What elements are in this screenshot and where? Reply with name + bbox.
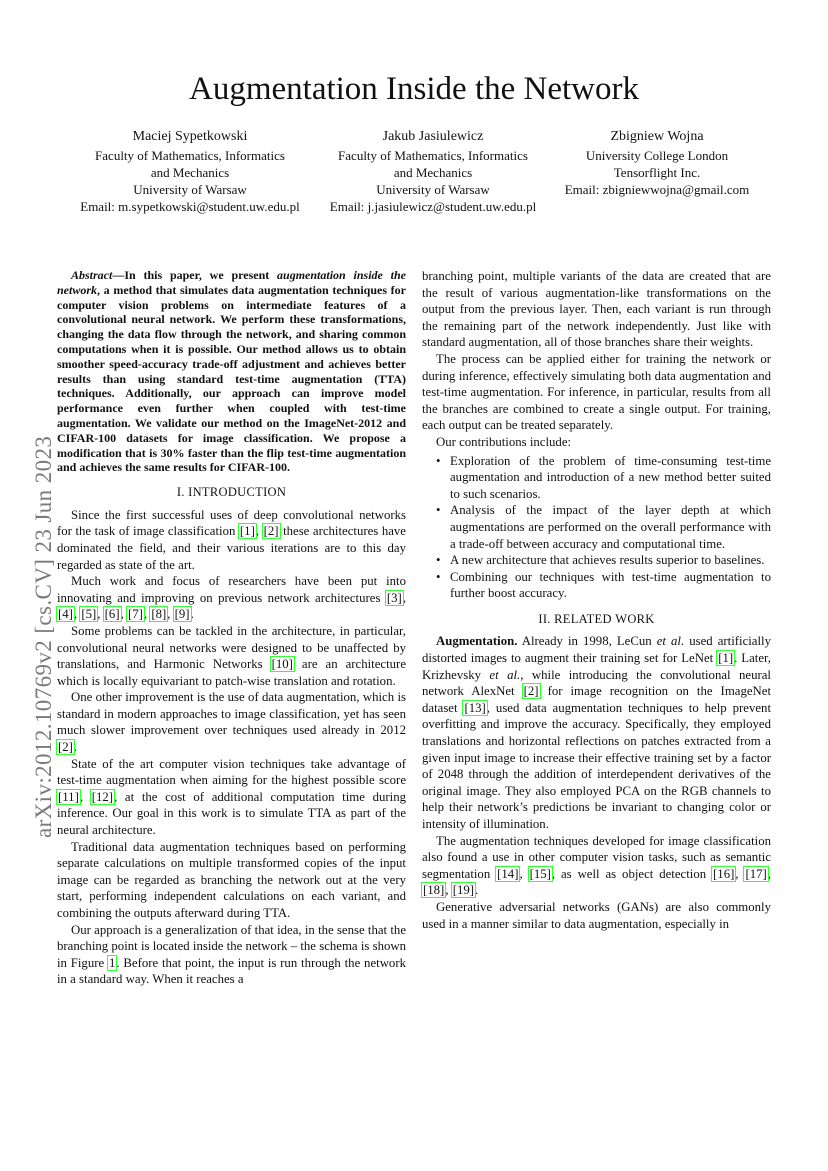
citation-link[interactable]: [1] <box>718 651 734 666</box>
text: , <box>519 866 529 881</box>
abstract-dash: — <box>112 268 125 282</box>
text: Our approach is a generalization of that idea, in the sense that the branching point is located inside the network – the schema is shown in Figure <box>57 922 406 970</box>
abstract <box>57 268 406 475</box>
paragraph <box>57 689 406 755</box>
citation-link[interactable]: [1] <box>239 524 255 539</box>
author-1 <box>65 128 315 215</box>
text: Since the first successful uses of deep convolutional networks for the task of image classification <box>57 507 406 539</box>
author-affiliation: Tensorflight Inc. <box>613 165 701 180</box>
text: for image recognition on the ImageNet dataset <box>422 684 772 715</box>
section-title: ORK <box>627 611 655 626</box>
text: et al. <box>656 634 685 649</box>
citation-link[interactable]: [12] <box>91 789 114 804</box>
abstract-emphasis: augmentation inside the network <box>57 268 407 297</box>
section-initial: I <box>188 485 193 500</box>
text: . <box>190 607 194 622</box>
section-initial: R <box>554 611 563 626</box>
text: One other improvement is the use of data augmentation, which is standard in modern approaches to image classification, yet has seen much slower improvement over techniques used already in 2012 <box>57 690 406 738</box>
text: , <box>255 524 263 539</box>
author-affiliation: University of Warsaw <box>376 182 490 197</box>
paragraph <box>57 573 406 623</box>
paragraph: The process can be applied either for training the network or during inference, effectively simulating both data augmentation and test-time augmentation. For inference, in particular, results from all the branches are combined to create a single output. For training, each output can be treated separately. <box>422 351 771 433</box>
author-affiliation: Faculty of Mathematics, Informatics <box>95 148 285 163</box>
paragraph <box>422 833 771 899</box>
paragraph <box>422 633 771 832</box>
section-heading-introduction <box>57 484 406 501</box>
figure-link[interactable]: 1 <box>108 955 116 970</box>
citation-link[interactable]: [5] <box>81 607 97 622</box>
text: State of the art computer vision techniques take advantage of test-time augmentation when aiming for the highest possible score <box>57 756 406 788</box>
text: , used data augmentation techniques to help prevent overfitting and improve the accuracy. Specifically, they employed translations and horizontal reflections on patches extracted from a given input image to increase their effective training set by a factor of 2048 through the addition of interdependent derivatives of the original image. They also employed PCA on the RGB channels to help their network’s predictions be invariant to changing color or intensity of illumination. <box>422 700 771 831</box>
list-item-text: Analysis of the impact of the layer depth at which augmentations are performed on the overall performance with a trade-off between accuracy and computational time. <box>450 503 771 551</box>
citation-link[interactable]: [2] <box>263 524 279 539</box>
text: , <box>767 866 771 881</box>
text: , at the cost of additional computation time during inference. Our goal in this work is to simulate TTA as part of the neural architecture. <box>57 789 406 838</box>
abstract-text: In this paper, we present <box>124 268 278 282</box>
citation-link[interactable]: [6] <box>104 607 120 622</box>
list-item-text: Exploration of the problem of time-consuming test-time augmentation and introduction of a new method better suited to such scenarios. <box>450 453 771 501</box>
author-affiliation: University of Warsaw <box>133 182 247 197</box>
section-heading-related-work <box>422 611 771 628</box>
text: , as well as object detection <box>551 866 713 881</box>
citation-link[interactable]: [18] <box>423 883 445 898</box>
abstract-text: , a method that simulates data augmentation techniques for computer vision problems on intermediate features of a convolutional neural network. We perform these transformations, changing the data flow through the network, and sharing common computations when it is possible. Our method allows us to obtain smoother speed-accuracy trade-off adjustment and achieves better results than using standard test-time augmentation (TTA) techniques. Additionally, our approach can improve model performance even further when coupled with test-time augmentation. We validate our method on the ImageNet-2012 and CIFAR-100 datasets for image classification. We propose a modification that is 30% faster than the flip test-time augmentation and achieves the same results for CIFAR-100. <box>57 282 406 475</box>
text: , <box>445 883 452 898</box>
citation-link[interactable]: [7] <box>127 607 143 622</box>
paragraph <box>57 756 406 839</box>
text: . <box>73 740 78 755</box>
paragraph: Traditional data augmentation techniques based on performing separate calculations on multiple transformed copies of the input image can be regarded as branching the network out at the very start, performing independent calculations on each variant, and combining the outputs afterward during TTA. <box>57 839 406 920</box>
list-item <box>436 453 771 503</box>
bullet-icon: • <box>436 453 441 468</box>
citation-link[interactable]: [2] <box>58 740 73 755</box>
text: , <box>167 607 174 622</box>
text: Some problems can be tackled in the architecture, in particular, convolutional neural networks were designed to be unaffected by translations, and Harmonic Networks <box>57 623 406 672</box>
citation-link[interactable]: [16] <box>713 866 735 881</box>
author-affiliation: and Mechanics <box>393 165 473 180</box>
left-column <box>57 268 406 988</box>
citation-link[interactable]: [19] <box>452 883 475 898</box>
author-name: Maciej Sypetkowski <box>132 129 248 144</box>
text: . Before that point, the input is run through the network in a standard way. When it reaches a <box>57 955 406 987</box>
author-affiliation: and Mechanics <box>150 165 230 180</box>
author-affiliation: University College London <box>585 148 729 163</box>
section-numeral: II. <box>538 611 555 626</box>
text: used artificially distorted images to augment their training set for LeNet <box>422 634 771 666</box>
list-item <box>436 502 771 552</box>
list-item <box>436 552 771 569</box>
author-name: Jakub Jasiulewicz <box>382 129 484 144</box>
paper-title: Augmentation Inside the Network <box>189 71 639 107</box>
citation-link[interactable]: [8] <box>151 607 167 622</box>
citation-link[interactable]: [4] <box>58 607 73 622</box>
paragraph: branching point, multiple variants of the data are created that are the result of various augmentation-like transformations on the output from the previous layer. Then, each variant is run through the remaining part of the network independently. Just like with standard augmentation, all of those branches share their weights. <box>422 269 771 350</box>
citation-link[interactable]: [14] <box>497 866 519 881</box>
bullet-icon: • <box>436 553 441 568</box>
section-title: ELATED <box>562 611 616 626</box>
author-email: Email: m.sypetkowski@student.uw.edu.pl <box>80 199 300 214</box>
text: are an architecture which is locally equivariant to patch-wise translation and rotation. <box>57 657 406 688</box>
list-item-text: Combining our techniques with test-time augmentation to further boost accuracy. <box>450 569 771 601</box>
author-affiliation: Faculty of Mathematics, Informatics <box>338 148 528 163</box>
text: , <box>79 789 91 804</box>
list-item <box>436 569 771 602</box>
citation-link[interactable]: [9] <box>174 607 190 622</box>
citation-link[interactable]: [11] <box>58 789 79 804</box>
text: , <box>143 607 151 622</box>
citation-link[interactable]: [2] <box>523 684 539 699</box>
section-title: NTRODUCTION <box>192 485 287 500</box>
paragraph <box>57 507 406 573</box>
abstract-label: Abstract <box>71 268 113 282</box>
text: , <box>120 607 127 622</box>
paragraph <box>57 623 406 689</box>
text: , <box>97 607 104 622</box>
citation-link[interactable]: [17] <box>745 866 767 881</box>
text: , <box>402 590 406 605</box>
text: , while introducing the convolutional neural network AlexNet <box>422 667 771 699</box>
author-email: Email: j.jasiulewicz@student.uw.edu.pl <box>329 199 537 214</box>
author-name: Zbigniew Wojna <box>610 129 704 144</box>
text: Much work and focus of researchers have been put into innovating and improving on previous network architectures <box>57 574 406 605</box>
paragraph: Our contributions include: <box>436 434 572 449</box>
section-numeral: I. <box>176 485 189 500</box>
section-initial: W <box>615 611 628 626</box>
paragraph: Generative adversarial networks (GANs) are also commonly used in a manner similar to data augmentation, especially in <box>422 899 771 931</box>
text: , <box>73 607 81 622</box>
text: Already in 1998, LeCun <box>517 634 657 649</box>
paragraph <box>57 922 406 988</box>
text: . <box>475 883 479 898</box>
text: The augmentation techniques developed for image classification also found a use in other computer vision tasks, such as semantic segmentation <box>422 833 771 881</box>
text: . Later, Krizhevsky <box>422 651 771 682</box>
text: et al. <box>489 667 521 682</box>
right-column <box>422 268 771 932</box>
citation-link[interactable]: [3] <box>386 590 402 605</box>
citation-link[interactable]: [15] <box>529 866 551 881</box>
author-3 <box>552 128 762 198</box>
text: these architectures have dominated the field, and their various iterations are to this day regarded as state of the art. <box>57 524 406 572</box>
bullet-icon: • <box>436 569 441 584</box>
author-email: Email: zbigniewwojna@gmail.com <box>564 182 750 197</box>
text: , <box>735 866 745 881</box>
citation-link[interactable]: [10] <box>271 657 293 672</box>
contributions-list <box>422 453 771 602</box>
citation-link[interactable]: [13] <box>464 700 486 715</box>
bullet-icon: • <box>436 503 441 518</box>
run-in-heading: Augmentation. <box>436 634 518 649</box>
list-item-text: A new architecture that achieves results superior to baselines. <box>450 553 765 568</box>
arxiv-stamp: arXiv:2012.10769v2 [cs.CV] 23 Jun 2023 <box>31 435 56 838</box>
author-2 <box>313 128 553 215</box>
